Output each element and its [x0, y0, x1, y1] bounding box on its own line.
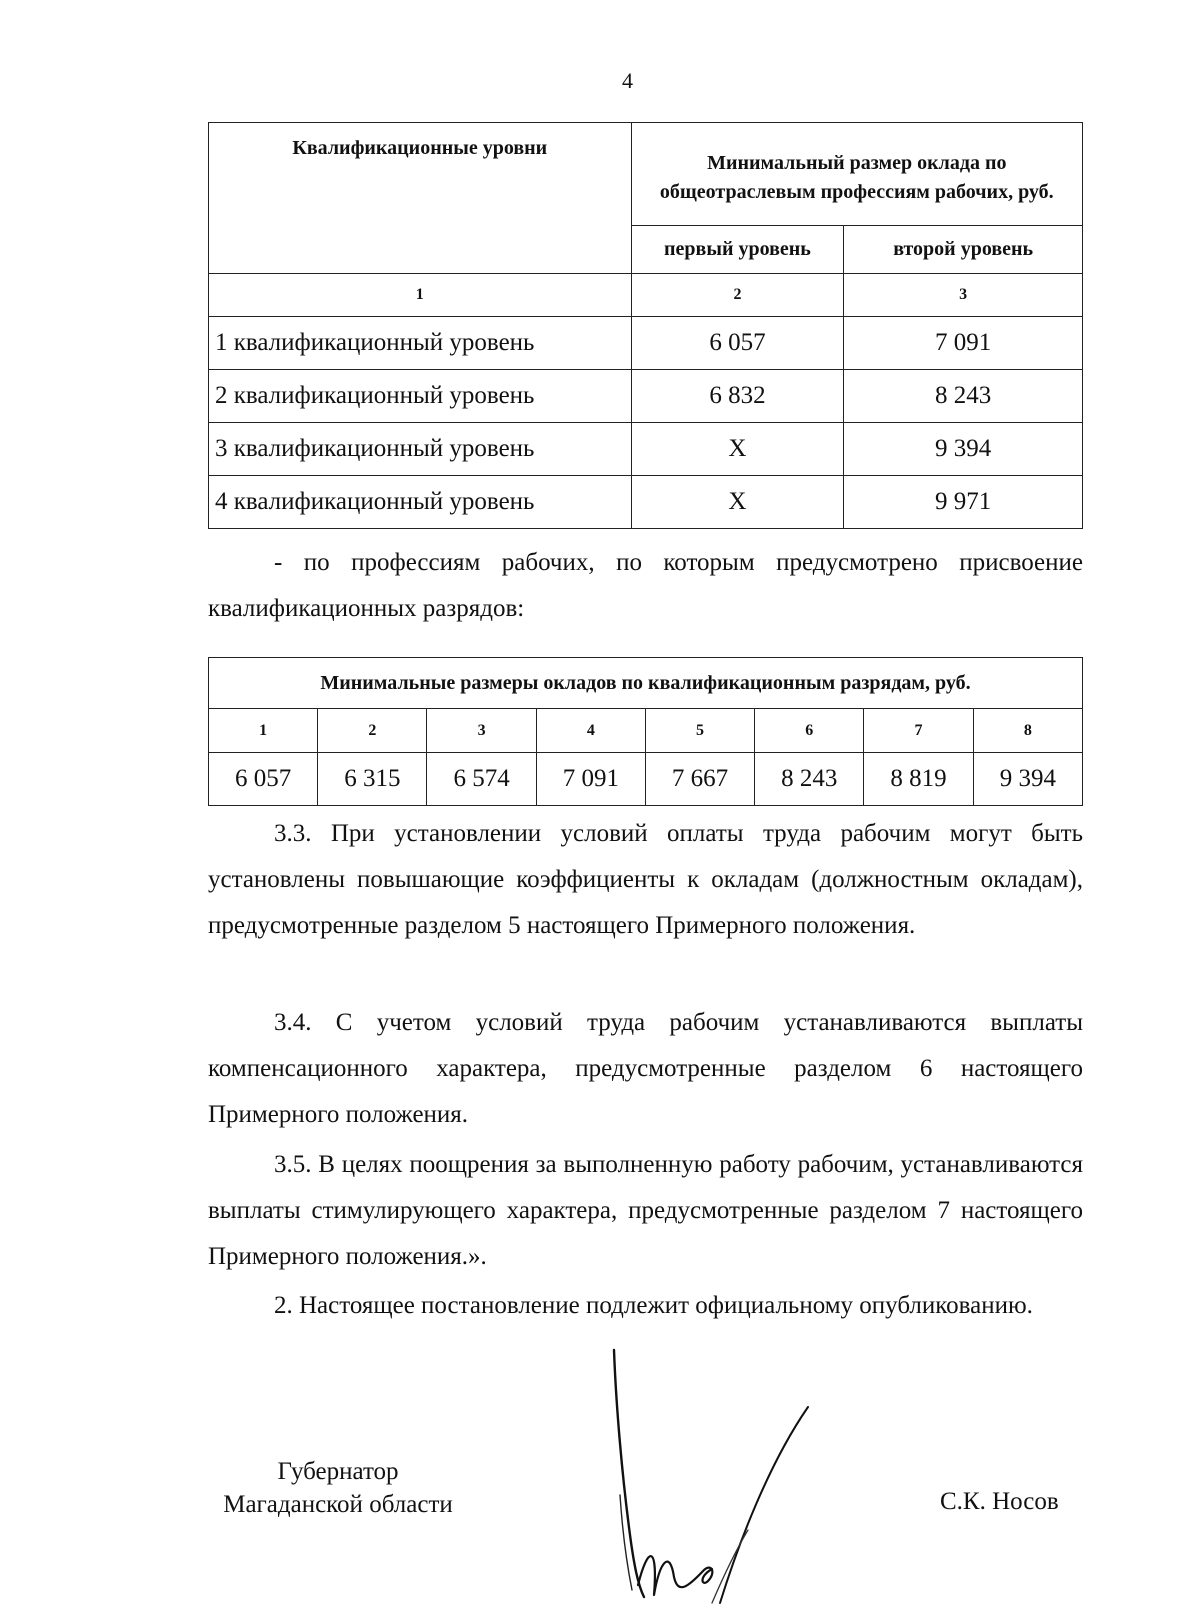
grade-number: 6 [755, 709, 864, 753]
grade-number: 3 [427, 709, 536, 753]
column-number: 1 [209, 274, 632, 317]
signatory-title-line-1: Губернатор [277, 1458, 399, 1485]
paragraph-3-5: 3.5. В целях поощрения за выполненную работу рабочим, устанавливаются выплаты стимулирующего характера, предусмотренные разделом 7 настоящего Примерного положения.». [208, 1151, 1083, 1270]
header-qualification-levels: Квалификационные уровни [209, 123, 632, 274]
grade-value: 7 091 [536, 753, 645, 806]
grade-value: 9 394 [973, 753, 1082, 806]
grade-number: 7 [864, 709, 973, 753]
intro-line-1: - по профессиям рабочих, по которым предусмотрено присвоение [274, 549, 1083, 576]
grade-number: 2 [318, 709, 427, 753]
level-label: 3 квалификационный уровень [209, 423, 632, 476]
grade-value: 8 819 [864, 753, 973, 806]
second-level-value: 9 971 [844, 476, 1083, 529]
intro-paragraph [208, 540, 1083, 632]
handwritten-signature [608, 1345, 828, 1615]
grade-number: 4 [536, 709, 645, 753]
table-row [209, 476, 1083, 529]
grade-value: 7 667 [645, 753, 754, 806]
signatory-name: С.К. Носов [940, 1488, 1059, 1515]
paragraph-2: 2. Настоящее постановление подлежит официальному опубликованию. [274, 1292, 1033, 1319]
table-row [209, 753, 1083, 806]
header-first-level: первый уровень [631, 226, 844, 274]
qualification-levels-table [208, 122, 1083, 529]
second-level-value: 7 091 [844, 317, 1083, 370]
table-row [209, 317, 1083, 370]
paragraph-3-3: 3.3. При установлении условий оплаты труда рабочим могут быть установлены повышающие коэффициенты к окладам (должностным окладам), предусмотренные разделом 5 настоящего Примерного положения. [208, 820, 1083, 939]
table-row [209, 423, 1083, 476]
level-label: 4 квалификационный уровень [209, 476, 632, 529]
signatory-title [208, 1455, 468, 1521]
grades-header: Минимальные размеры окладов по квалификационным разрядам, руб. [209, 658, 1083, 709]
first-level-value: 6 832 [631, 370, 844, 423]
grade-value: 8 243 [755, 753, 864, 806]
grade-number: 8 [973, 709, 1082, 753]
grade-value: 6 574 [427, 753, 536, 806]
grade-value: 6 057 [209, 753, 318, 806]
table-row [209, 370, 1083, 423]
level-label: 1 квалификационный уровень [209, 317, 632, 370]
qualification-grades-table [208, 657, 1083, 806]
grade-value: 6 315 [318, 753, 427, 806]
second-level-value: 9 394 [844, 423, 1083, 476]
level-label: 2 квалификационный уровень [209, 370, 632, 423]
intro-line-2: квалификационных разрядов: [208, 595, 525, 622]
second-level-value: 8 243 [844, 370, 1083, 423]
header-min-salary: Минимальный размер оклада по общеотраслевым профессиям рабочих, руб. [631, 123, 1082, 226]
column-number: 3 [844, 274, 1083, 317]
grade-number: 5 [645, 709, 754, 753]
column-number: 2 [631, 274, 844, 317]
signatory-title-line-2: Магаданской области [223, 1491, 453, 1518]
paragraph-3-4: 3.4. С учетом условий труда рабочим устанавливаются выплаты компенсационного характера, предусмотренные разделом 6 настоящего Примерного положения. [208, 1009, 1083, 1128]
first-level-value: Х [631, 476, 844, 529]
header-second-level: второй уровень [844, 226, 1083, 274]
first-level-value: Х [631, 423, 844, 476]
page-number: 4 [622, 68, 633, 93]
first-level-value: 6 057 [631, 317, 844, 370]
grade-number: 1 [209, 709, 318, 753]
